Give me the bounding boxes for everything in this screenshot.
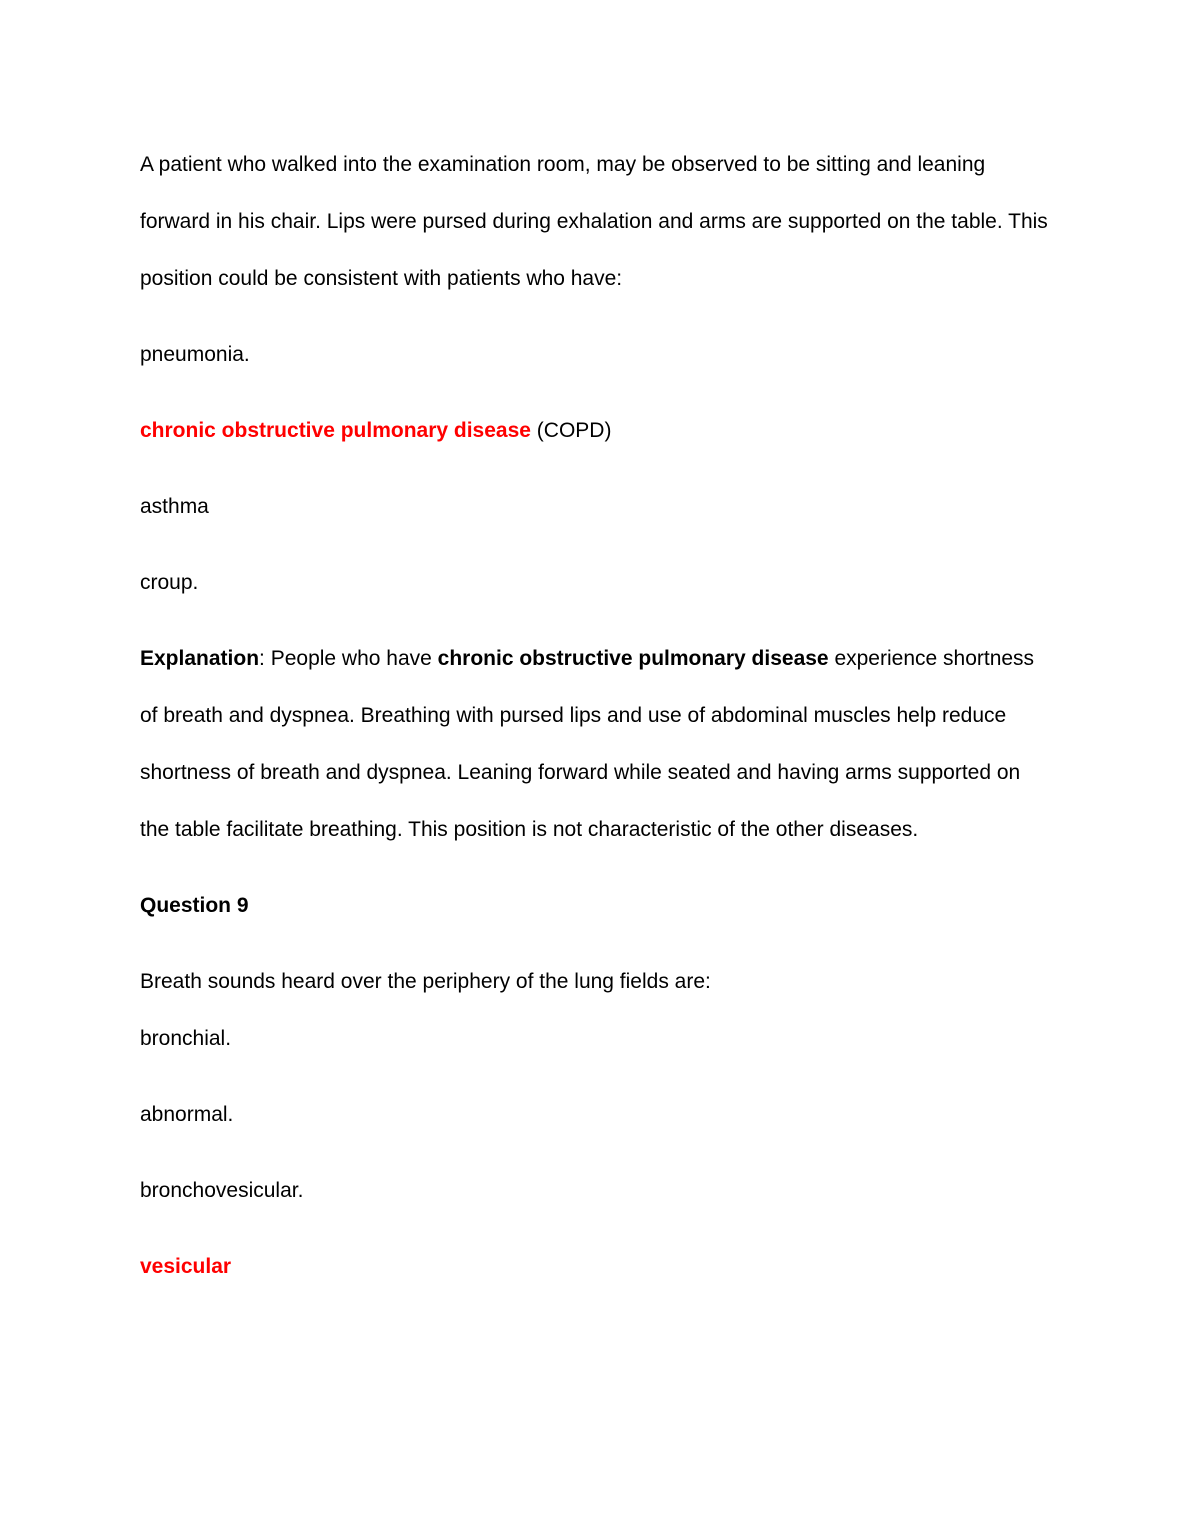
document-content (140, 136, 1050, 1295)
q8-option-asthma: asthma (140, 495, 209, 518)
q8-option-croup: croup. (140, 571, 199, 594)
q8-option-copd (140, 402, 1050, 459)
explanation-label: Explanation (140, 647, 260, 670)
q9-option-bronchovesicular: bronchovesicular. (140, 1179, 304, 1202)
q8-option-copd-suffix: (COPD) (530, 419, 612, 442)
question-9-stem: Breath sounds heard over the periphery of the lung fields are: (140, 970, 711, 993)
q9-correct-answer: vesicular (140, 1255, 232, 1278)
q8-explanation (140, 630, 1050, 858)
q9-option-bronchial: bronchial. (140, 1027, 232, 1050)
explanation-bold-term: chronic obstructive pulmonary disease (437, 647, 829, 670)
question-8-stem: A patient who walked into the examination room, may be observed to be sitting and leaning forward in his chair. Lips were pursed during exhalation and arms are supported on the table. This position could be consistent with patients who have: (140, 153, 1048, 290)
question-9-heading: Question 9 (140, 894, 249, 917)
q8-correct-answer: chronic obstructive pulmonary disease (140, 419, 531, 442)
explanation-text-2: experience shortness of breath and dyspnea. Breathing with pursed lips and use of abdominal muscles help reduce shortness of breath and dyspnea. Leaning forward while seated and having arms supported on the table facilitate breathing. This position is not characteristic of the other diseases. (140, 647, 1035, 841)
q8-option-pneumonia: pneumonia. (140, 343, 250, 366)
q9-option-abnormal: abnormal. (140, 1103, 234, 1126)
explanation-text-1: : People who have (259, 647, 438, 670)
